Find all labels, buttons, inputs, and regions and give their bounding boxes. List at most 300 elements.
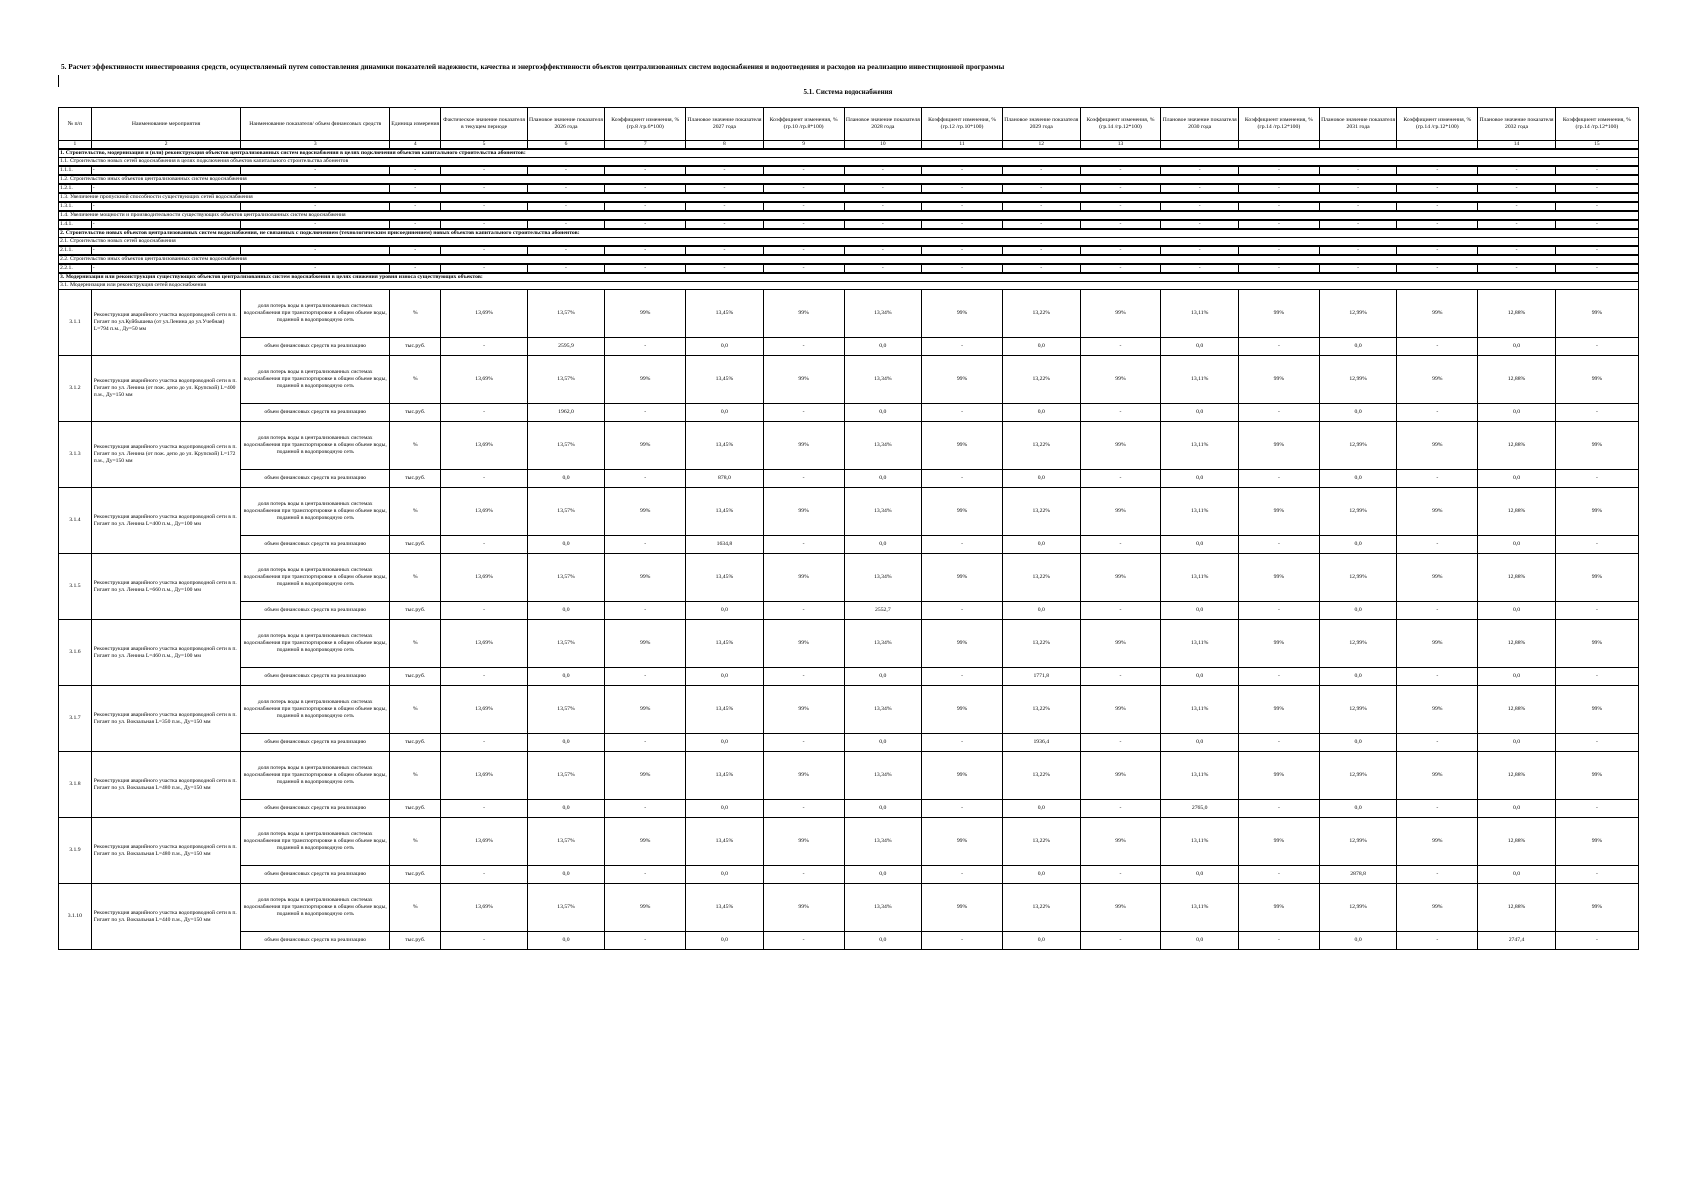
finance-value: -: [1397, 536, 1478, 554]
indicator-value: 13,69%: [441, 488, 527, 536]
indicator-value: 13,69%: [441, 752, 527, 800]
finance-value: -: [763, 668, 844, 686]
empty-cell: -: [763, 166, 844, 175]
finance-value: -: [1397, 866, 1478, 884]
row-number: 2.2.1.: [59, 264, 92, 273]
measure-indicator-row: [59, 752, 1639, 800]
indicator-value: 99%: [1397, 488, 1478, 536]
finance-value: -: [763, 932, 844, 950]
measure-number: 3.1.9: [59, 818, 92, 884]
finance-value: -: [1080, 470, 1161, 488]
indicator-value: 99%: [1238, 620, 1319, 668]
finance-value: -: [1555, 866, 1638, 884]
indicator-value: 13,22%: [1002, 620, 1080, 668]
finance-value: -: [1238, 932, 1319, 950]
finance-value: 0,0: [1478, 536, 1556, 554]
finance-name: объем финансовых средств на реализацию: [241, 668, 390, 686]
finance-value: -: [1080, 602, 1161, 620]
finance-value: -: [1397, 800, 1478, 818]
empty-cell: -: [1238, 246, 1319, 255]
row-number: 2.1.1.: [59, 246, 92, 255]
indicator-unit: %: [390, 554, 441, 602]
indicator-value: 13,11%: [1161, 818, 1239, 866]
empty-cell: -: [1238, 264, 1319, 273]
finance-value: -: [605, 800, 686, 818]
indicator-value: 12,99%: [1319, 752, 1397, 800]
finance-value: -: [1238, 470, 1319, 488]
empty-cell: -: [390, 166, 441, 175]
indicator-value: 12,99%: [1319, 620, 1397, 668]
indicator-value: 12,88%: [1478, 554, 1556, 602]
indicator-name: доля потерь воды в централизованных системах водоснабжения при транспортировке в общем объеме воды, поданной в водопроводную сеть: [241, 356, 390, 404]
indicator-value: 99%: [1238, 488, 1319, 536]
finance-value: -: [1080, 668, 1161, 686]
finance-value: 0,0: [1319, 734, 1397, 752]
finance-value: 0,0: [686, 800, 764, 818]
finance-value: 0,0: [527, 470, 605, 488]
finance-value: -: [922, 536, 1003, 554]
finance-value: -: [1397, 602, 1478, 620]
indicator-value: 13,45%: [686, 884, 764, 932]
indicator-value: 13,34%: [844, 818, 922, 866]
empty-cell: -: [1002, 264, 1080, 273]
indicator-value: 99%: [605, 884, 686, 932]
indicator-value: 13,45%: [686, 752, 764, 800]
finance-value: 0,0: [1161, 866, 1239, 884]
empty-measure-row: [59, 264, 1639, 273]
indicator-value: 99%: [763, 752, 844, 800]
indicator-value: 99%: [1238, 290, 1319, 338]
indicator-value: 13,45%: [686, 488, 764, 536]
row-number: 1.1.1.: [59, 166, 92, 175]
empty-cell: -: [1161, 264, 1239, 273]
finance-value: 0,0: [686, 932, 764, 950]
finance-value: 0,0: [844, 800, 922, 818]
column-header: Коэффициент изменения, % (гр.10 /гр.8*100): [763, 108, 844, 141]
measure-finance-row: [59, 932, 1639, 950]
indicator-value: 99%: [1397, 884, 1478, 932]
empty-cell: -: [1161, 220, 1239, 229]
indicator-value: 13,69%: [441, 686, 527, 734]
measure-finance-row: [59, 338, 1639, 356]
measure-indicator-row: [59, 554, 1639, 602]
subsection-heading: 3.1. Модернизация или реконструкция сетей водоснабжения: [59, 282, 1639, 290]
empty-measure-row: [59, 184, 1639, 193]
finance-value: 0,0: [1478, 800, 1556, 818]
measure-finance-row: [59, 404, 1639, 422]
column-number: 4: [390, 141, 441, 150]
finance-value: 0,0: [1161, 404, 1239, 422]
empty-measure-row: [59, 220, 1639, 229]
finance-value: -: [922, 602, 1003, 620]
finance-value: 0,0: [1478, 668, 1556, 686]
finance-value: -: [922, 932, 1003, 950]
measure-indicator-row: [59, 488, 1639, 536]
empty-cell: -: [1080, 246, 1161, 255]
indicator-name: доля потерь воды в централизованных системах водоснабжения при транспортировке в общем объеме воды, поданной в водопроводную сеть: [241, 752, 390, 800]
indicator-value: 99%: [922, 290, 1003, 338]
empty-cell: -: [763, 246, 844, 255]
finance-value: 0,0: [686, 866, 764, 884]
empty-cell: -: [686, 264, 764, 273]
finance-value: 2878,8: [1319, 866, 1397, 884]
finance-value: -: [441, 932, 527, 950]
indicator-value: 12,88%: [1478, 884, 1556, 932]
measure-name: Реконструкция аварийного участка водопроводной сети в п. Гигант по ул.Куйбышева (от ул.Ленина до ул.Учебная) L=794 п.м., Ду=50 мм: [91, 290, 241, 356]
indicator-value: 99%: [605, 818, 686, 866]
indicator-value: 99%: [1555, 290, 1638, 338]
column-header: Коэффициент изменения, % (гр.14 /гр.12*100): [1397, 108, 1478, 141]
row-number: 1.4.1.: [59, 220, 92, 229]
empty-cell: -: [390, 184, 441, 193]
measure-finance-row: [59, 470, 1639, 488]
indicator-value: 13,45%: [686, 290, 764, 338]
measure-number: 3.1.4: [59, 488, 92, 554]
finance-value: -: [763, 536, 844, 554]
indicator-value: 12,99%: [1319, 488, 1397, 536]
section-heading: 2. Строительство новых объектов централизованных систем водоснабжения, не связанных с подключением (технологическим присоединением) новых объектов капитального строительства абонентов:: [59, 229, 1639, 238]
indicator-value: 13,45%: [686, 818, 764, 866]
finance-value: -: [605, 932, 686, 950]
indicator-value: 12,99%: [1319, 554, 1397, 602]
margin-mark: [58, 75, 59, 87]
indicator-value: 13,57%: [527, 818, 605, 866]
indicator-value: 13,69%: [441, 620, 527, 668]
subsection-heading: 1.1. Строительство новых сетей водоснабжения в целях подключения объектов капитального строительства абонентов: [59, 158, 1639, 167]
finance-value: -: [1238, 800, 1319, 818]
empty-cell: -: [91, 220, 241, 229]
empty-cell: -: [1319, 220, 1397, 229]
indicator-value: 99%: [1397, 752, 1478, 800]
column-number: 14: [1478, 141, 1556, 150]
finance-value: 0,0: [1002, 404, 1080, 422]
indicator-value: 13,22%: [1002, 356, 1080, 404]
measure-indicator-row: [59, 686, 1639, 734]
indicator-value: 13,34%: [844, 884, 922, 932]
column-number: 13: [1080, 141, 1161, 150]
empty-cell: -: [441, 220, 527, 229]
indicator-value: 12,88%: [1478, 290, 1556, 338]
finance-name: объем финансовых средств на реализацию: [241, 470, 390, 488]
indicator-value: 13,57%: [527, 884, 605, 932]
indicator-unit: %: [390, 620, 441, 668]
indicator-value: 12,99%: [1319, 818, 1397, 866]
indicator-value: 99%: [763, 620, 844, 668]
measure-name: Реконструкция аварийного участка водопроводной сети в п. Гигант по ул. Вокзальная L=480 п.м., Ду=150 мм: [91, 818, 241, 884]
column-header: Плановое значение показателя 2028 года: [844, 108, 922, 141]
finance-value: 0,0: [1002, 602, 1080, 620]
indicator-value: 13,34%: [844, 290, 922, 338]
indicator-value: 13,57%: [527, 620, 605, 668]
column-header: Плановое значение показателя 2031 года: [1319, 108, 1397, 141]
row-number: 1.2.1.: [59, 184, 92, 193]
finance-value: 0,0: [1161, 536, 1239, 554]
column-number: 11: [922, 141, 1003, 150]
subsection-heading-row: [59, 238, 1639, 247]
column-number: 3: [241, 141, 390, 150]
empty-cell: -: [922, 246, 1003, 255]
measure-finance-row: [59, 536, 1639, 554]
indicator-value: 99%: [763, 686, 844, 734]
empty-cell: -: [763, 220, 844, 229]
empty-cell: -: [1238, 166, 1319, 175]
indicator-value: 13,45%: [686, 554, 764, 602]
finance-value: 0,0: [1161, 932, 1239, 950]
indicator-value: 99%: [922, 884, 1003, 932]
indicator-value: 99%: [763, 488, 844, 536]
column-header: Коэффициент изменения, % (гр.14 /гр.12*100): [1555, 108, 1638, 141]
finance-value: -: [1238, 866, 1319, 884]
indicator-name: доля потерь воды в централизованных системах водоснабжения при транспортировке в общем объеме воды, поданной в водопроводную сеть: [241, 488, 390, 536]
empty-cell: -: [844, 220, 922, 229]
measure-number: 3.1.2: [59, 356, 92, 422]
measure-finance-row: [59, 734, 1639, 752]
column-header: Наименование мероприятия: [91, 108, 241, 141]
empty-cell: -: [1397, 166, 1478, 175]
finance-value: -: [1555, 800, 1638, 818]
empty-cell: -: [605, 264, 686, 273]
indicator-value: 99%: [763, 356, 844, 404]
finance-value: 0,0: [527, 866, 605, 884]
finance-value: 1962,0: [527, 404, 605, 422]
subsection-heading-row: [59, 255, 1639, 264]
measure-name: Реконструкция аварийного участка водопроводной сети в п. Гигант по ул. Ленина L=660 п.м., Ду=100 мм: [91, 554, 241, 620]
measure-finance-row: [59, 800, 1639, 818]
empty-cell: -: [1080, 184, 1161, 193]
finance-name: объем финансовых средств на реализацию: [241, 800, 390, 818]
subsection-heading: 1.2. Строительство иных объектов централизованных систем водоснабжения: [59, 175, 1639, 184]
empty-cell: -: [1397, 264, 1478, 273]
finance-value: -: [441, 470, 527, 488]
finance-name: объем финансовых средств на реализацию: [241, 602, 390, 620]
indicator-value: 99%: [1555, 488, 1638, 536]
indicator-value: 13,57%: [527, 422, 605, 470]
empty-cell: -: [686, 184, 764, 193]
indicator-value: 13,57%: [527, 488, 605, 536]
indicator-value: 99%: [1080, 488, 1161, 536]
indicator-value: 99%: [1238, 884, 1319, 932]
indicator-value: 99%: [1080, 554, 1161, 602]
empty-cell: -: [1080, 166, 1161, 175]
indicator-value: 99%: [1397, 356, 1478, 404]
column-header: Плановое значение показателя 2029 года: [1002, 108, 1080, 141]
finance-value: 0,0: [1319, 338, 1397, 356]
empty-cell: -: [1555, 264, 1638, 273]
indicator-value: 99%: [1238, 752, 1319, 800]
indicator-value: 99%: [763, 422, 844, 470]
table-body: [59, 141, 1639, 950]
empty-cell: -: [1478, 220, 1556, 229]
measure-finance-row: [59, 602, 1639, 620]
measure-indicator-row: [59, 884, 1639, 932]
indicator-value: 99%: [1238, 818, 1319, 866]
indicator-value: 99%: [1080, 422, 1161, 470]
finance-value: -: [1555, 404, 1638, 422]
indicator-value: 13,11%: [1161, 752, 1239, 800]
finance-value: 0,0: [844, 866, 922, 884]
indicator-value: 13,11%: [1161, 290, 1239, 338]
indicator-value: 99%: [1238, 422, 1319, 470]
empty-cell: -: [922, 202, 1003, 211]
empty-cell: -: [922, 220, 1003, 229]
subsection-heading-row: [59, 211, 1639, 220]
finance-value: 0,0: [844, 932, 922, 950]
finance-value: -: [1555, 932, 1638, 950]
finance-value: 0,0: [527, 602, 605, 620]
finance-value: 0,0: [1319, 536, 1397, 554]
finance-value: 0,0: [1002, 470, 1080, 488]
empty-measure-row: [59, 166, 1639, 175]
indicator-value: 12,99%: [1319, 356, 1397, 404]
finance-value: -: [763, 800, 844, 818]
empty-cell: -: [441, 264, 527, 273]
finance-value: 0,0: [1478, 602, 1556, 620]
indicator-value: 99%: [763, 290, 844, 338]
finance-value: -: [605, 536, 686, 554]
finance-value: -: [605, 470, 686, 488]
measure-indicator-row: [59, 356, 1639, 404]
indicator-value: 99%: [922, 554, 1003, 602]
column-header: Коэффициент изменения, % (гр.8 /гр.6*100): [605, 108, 686, 141]
empty-cell: -: [605, 184, 686, 193]
indicator-value: 99%: [1238, 686, 1319, 734]
finance-value: -: [1238, 668, 1319, 686]
indicator-value: 13,34%: [844, 686, 922, 734]
empty-cell: -: [390, 264, 441, 273]
empty-cell: -: [686, 246, 764, 255]
finance-value: -: [441, 338, 527, 356]
finance-unit: тыс.руб.: [390, 866, 441, 884]
empty-cell: -: [1555, 220, 1638, 229]
indicator-value: 99%: [922, 620, 1003, 668]
empty-cell: -: [241, 166, 390, 175]
empty-cell: -: [844, 264, 922, 273]
finance-value: -: [1238, 536, 1319, 554]
empty-cell: -: [1397, 184, 1478, 193]
finance-value: -: [605, 338, 686, 356]
indicator-value: 99%: [605, 356, 686, 404]
indicator-value: 12,99%: [1319, 686, 1397, 734]
indicator-value: 99%: [605, 290, 686, 338]
finance-value: -: [441, 866, 527, 884]
finance-value: 0,0: [844, 734, 922, 752]
column-number-row: [59, 141, 1639, 150]
column-number: [1161, 141, 1239, 150]
empty-cell: -: [1555, 202, 1638, 211]
subsection-heading: 1.4. Увеличение мощности и производительности существующих объектов централизованных систем водоснабжения: [59, 211, 1639, 220]
empty-cell: -: [1002, 220, 1080, 229]
finance-value: -: [763, 602, 844, 620]
finance-value: -: [1080, 404, 1161, 422]
empty-cell: -: [1238, 220, 1319, 229]
finance-value: 0,0: [1319, 800, 1397, 818]
indicator-value: 13,22%: [1002, 290, 1080, 338]
column-number: 9: [763, 141, 844, 150]
finance-value: 0,0: [1161, 470, 1239, 488]
empty-cell: -: [605, 202, 686, 211]
empty-cell: -: [441, 166, 527, 175]
indicator-value: 12,88%: [1478, 356, 1556, 404]
indicator-name: доля потерь воды в централизованных системах водоснабжения при транспортировке в общем объеме воды, поданной в водопроводную сеть: [241, 290, 390, 338]
finance-value: 878,0: [686, 470, 764, 488]
indicator-value: 13,34%: [844, 356, 922, 404]
finance-value: -: [922, 404, 1003, 422]
finance-value: -: [441, 404, 527, 422]
measure-finance-row: [59, 866, 1639, 884]
indicator-value: 99%: [605, 752, 686, 800]
indicator-value: 13,22%: [1002, 818, 1080, 866]
indicator-value: 13,34%: [844, 752, 922, 800]
finance-value: -: [1080, 800, 1161, 818]
finance-value: 2595,9: [527, 338, 605, 356]
finance-name: объем финансовых средств на реализацию: [241, 866, 390, 884]
empty-cell: -: [1319, 264, 1397, 273]
finance-value: -: [441, 800, 527, 818]
indicator-value: 99%: [763, 884, 844, 932]
indicator-value: 13,34%: [844, 488, 922, 536]
measure-name: Реконструкция аварийного участка водопроводной сети в п. Гигант по ул. Ленина L=400 п.м., Ду=100 мм: [91, 488, 241, 554]
indicator-value: 99%: [605, 620, 686, 668]
column-number: 6: [527, 141, 605, 150]
empty-cell: -: [91, 184, 241, 193]
indicator-unit: %: [390, 488, 441, 536]
section-heading: 1. Строительство, модернизация и (или) реконструкция объектов централизованных систем водоснабжения в целях подключения объектов капитального строительства абонентов:: [59, 149, 1639, 158]
indicator-value: 13,11%: [1161, 686, 1239, 734]
indicator-value: 13,45%: [686, 356, 764, 404]
finance-value: -: [1555, 470, 1638, 488]
indicator-value: 12,99%: [1319, 290, 1397, 338]
empty-cell: -: [1319, 202, 1397, 211]
indicator-value: 99%: [1555, 752, 1638, 800]
indicator-unit: %: [390, 884, 441, 932]
finance-name: объем финансовых средств на реализацию: [241, 338, 390, 356]
measure-indicator-row: [59, 620, 1639, 668]
subsection-heading-row: [59, 175, 1639, 184]
indicator-value: 99%: [1555, 422, 1638, 470]
finance-value: 0,0: [527, 536, 605, 554]
finance-value: -: [922, 866, 1003, 884]
empty-cell: -: [390, 220, 441, 229]
finance-value: -: [922, 800, 1003, 818]
column-number: 12: [1002, 141, 1080, 150]
finance-value: -: [605, 734, 686, 752]
column-header: Фактическое значение показателя в текущем периоде: [441, 108, 527, 141]
indicator-value: 12,88%: [1478, 752, 1556, 800]
empty-cell: -: [1080, 202, 1161, 211]
empty-cell: -: [241, 202, 390, 211]
finance-value: 0,0: [527, 734, 605, 752]
empty-cell: -: [1002, 166, 1080, 175]
indicator-value: 99%: [922, 818, 1003, 866]
finance-value: -: [441, 536, 527, 554]
finance-value: -: [922, 734, 1003, 752]
finance-unit: тыс.руб.: [390, 800, 441, 818]
measure-name: Реконструкция аварийного участка водопроводной сети в п. Гигант по ул. Вокзальная L=350 п.м., Ду=150 мм: [91, 686, 241, 752]
indicator-unit: %: [390, 422, 441, 470]
indicator-value: 99%: [1555, 818, 1638, 866]
empty-cell: -: [1478, 184, 1556, 193]
column-header: Плановое значение показателя 2030 года: [1161, 108, 1239, 141]
empty-cell: -: [1002, 184, 1080, 193]
finance-value: 1771,8: [1002, 668, 1080, 686]
measure-indicator-row: [59, 422, 1639, 470]
indicator-value: 13,45%: [686, 686, 764, 734]
finance-name: объем финансовых средств на реализацию: [241, 932, 390, 950]
finance-value: 1634,8: [686, 536, 764, 554]
column-header: № п/п: [59, 108, 92, 141]
indicator-value: 13,69%: [441, 554, 527, 602]
empty-cell: -: [1161, 184, 1239, 193]
